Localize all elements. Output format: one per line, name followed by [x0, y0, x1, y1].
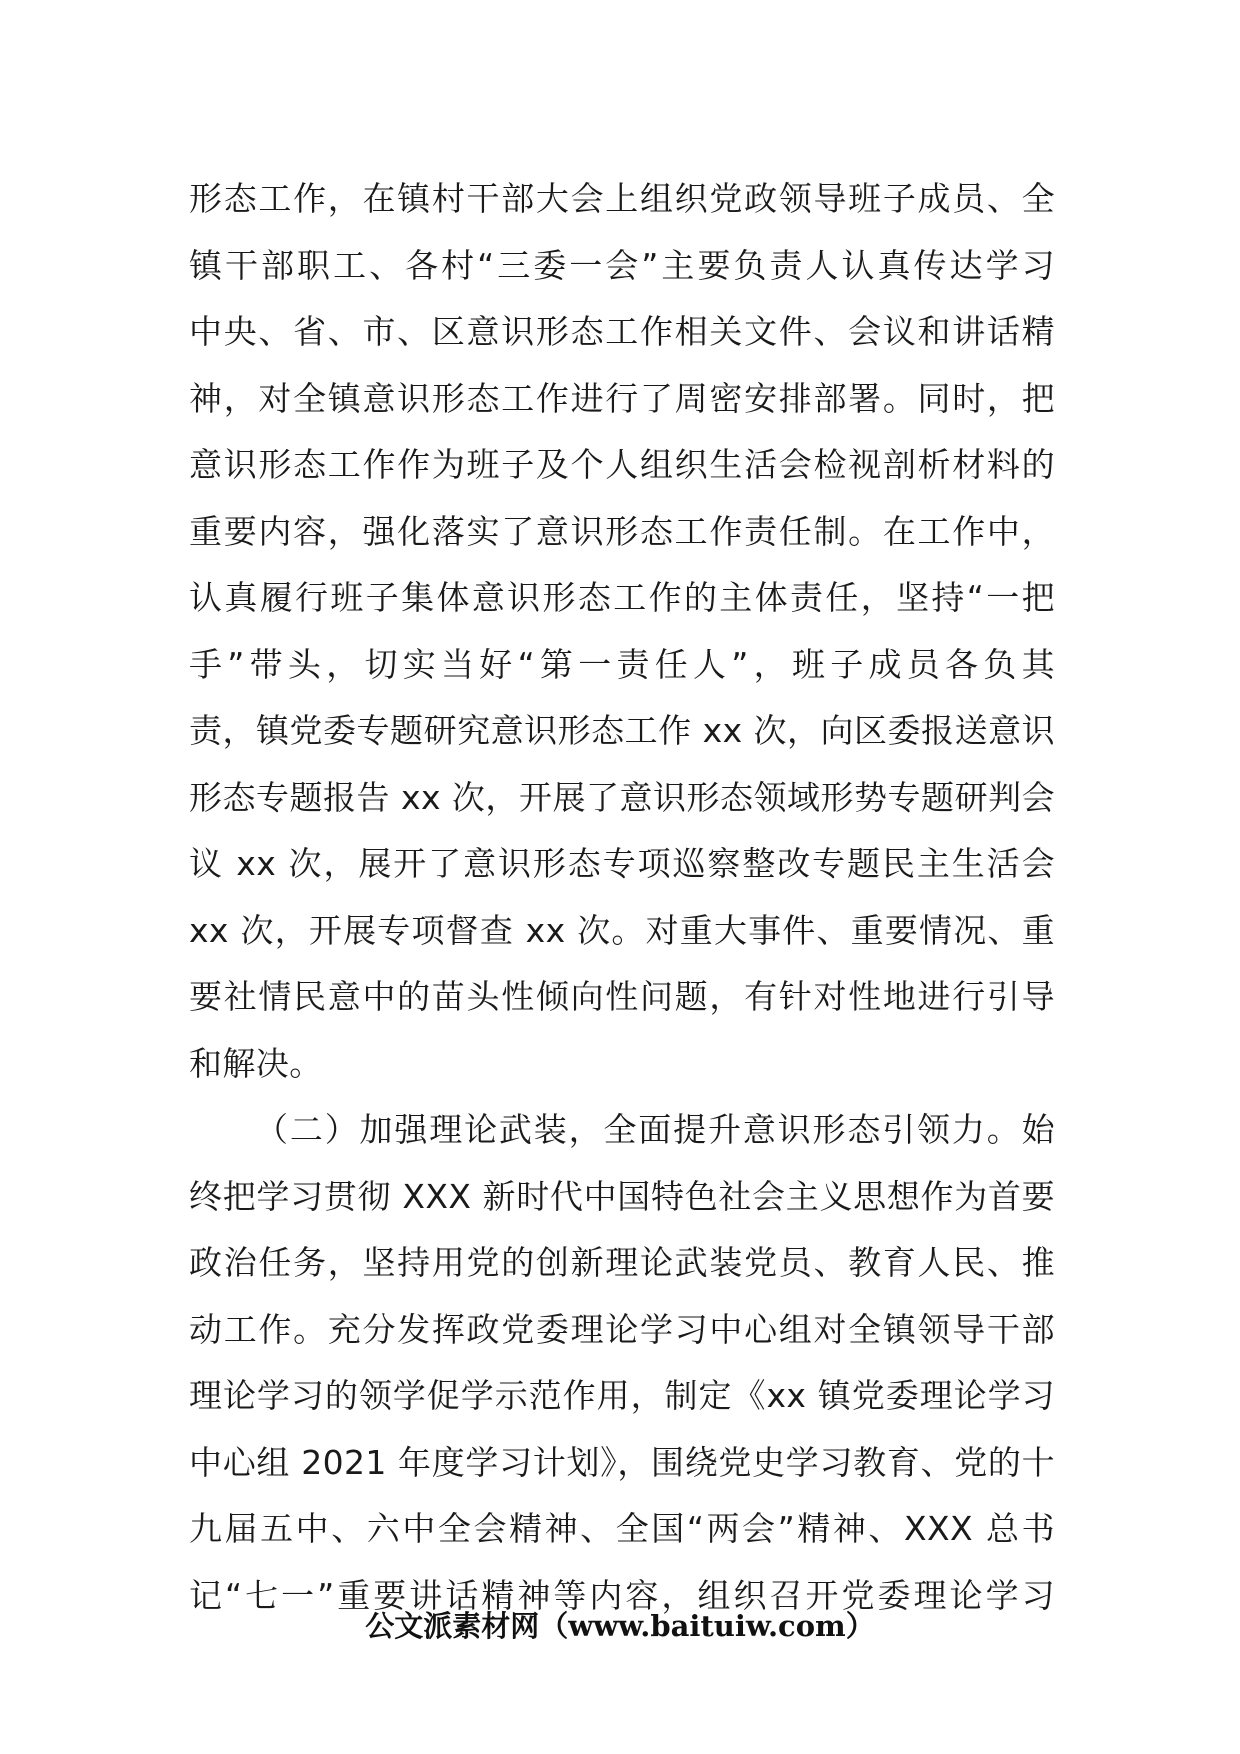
text-line: 动工作。充分发挥政党委理论学习中心组对全镇领导干部 — [189, 1309, 1055, 1349]
text-line: 要社情民意中的苗头性倾向性问题，有针对性地进行引导 — [189, 977, 1055, 1016]
text-line: 记“七一”重要讲话精神等内容，组织召开党委理论学习 — [189, 1575, 1055, 1615]
text-line: 和解决。 — [189, 1043, 323, 1083]
text-line: xx 次，开展专项督查 xx 次。对重大事件、重要情况、重 — [189, 910, 1055, 950]
text-line: 政治任务，坚持用党的创新理论武装党员、教育人民、推 — [189, 1243, 1055, 1282]
text-line: 中心组 2021 年度学习计划》，围绕党史学习教育、党的十 — [189, 1442, 1055, 1482]
text-line: 理论学习的领学促学示范作用，制定《xx 镇党委理论学习 — [189, 1376, 1055, 1415]
text-line: 神，对全镇意识形态工作进行了周密安排部署。同时，把 — [189, 378, 1055, 418]
text-line: 形态工作，在镇村干部大会上组织党政领导班子成员、全 — [189, 179, 1055, 218]
text-line: 认真履行班子集体意识形态工作的主体责任，坚持“一把 — [189, 578, 1055, 617]
footer-watermark: 公文派素材网（www.baituiw.com） — [365, 1609, 875, 1643]
document-body — [189, 166, 1055, 1629]
text-line: 九届五中、六中全会精神、全国“两会”精神、XXX 总书 — [189, 1509, 1055, 1548]
text-line: 形态专题报告 xx 次，开展了意识形态领域形势专题研判会 — [189, 777, 1055, 817]
text-line: 中央、省、市、区意识形态工作相关文件、会议和讲话精 — [189, 312, 1055, 351]
text-line: 手”带头，切实当好“第一责任人”，班子成员各负其 — [189, 644, 1055, 684]
section-heading-line: （二）加强理论武装，全面提升意识形态引领力。始 — [255, 1110, 1055, 1149]
text-line: 议 xx 次，展开了意识形态专项巡察整改专题民主生活会 — [189, 844, 1055, 883]
text-line: 责，镇党委专题研究意识形态工作 xx 次，向区委报送意识 — [189, 711, 1055, 750]
text-line: 镇干部职工、各村“三委一会”主要负责人认真传达学习 — [189, 245, 1055, 285]
text-line: 意识形态工作作为班子及个人组织生活会检视剖析材料的 — [189, 445, 1055, 484]
text-line: 终把学习贯彻 XXX 新时代中国特色社会主义思想作为首要 — [189, 1176, 1055, 1216]
text-line: 重要内容，强化落实了意识形态工作责任制。在工作中， — [189, 511, 1055, 551]
